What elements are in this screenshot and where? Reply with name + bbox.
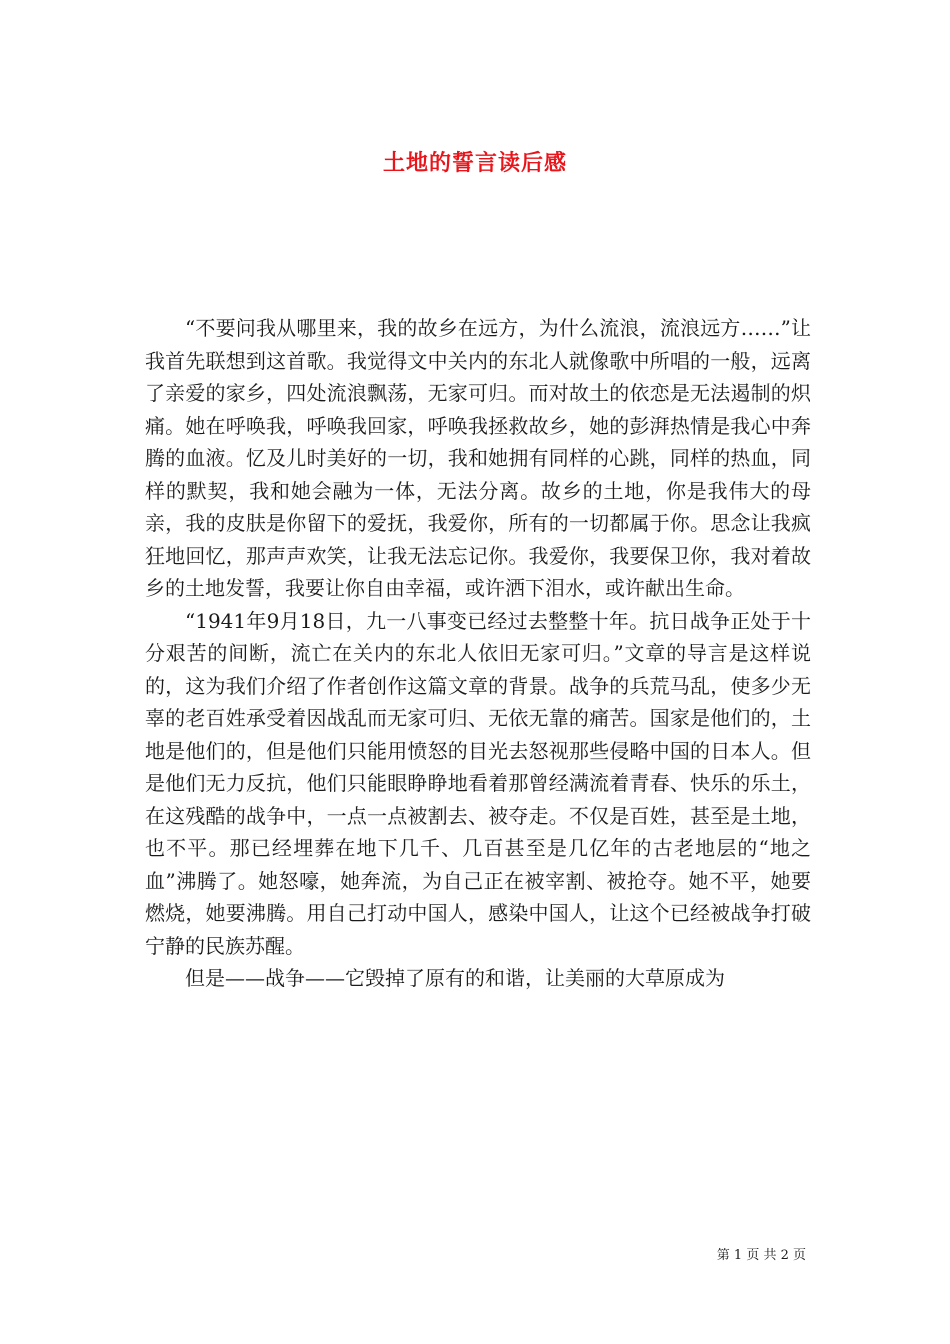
paragraph-1: “不要问我从哪里来，我的故乡在远方，为什么流浪，流浪远方……”让我首先联想到这首歌。我觉得文中关内的东北人就像歌中所唱的一般，远离了亲爱的家乡，四处流浪飘荡，无家可归。而对故土的依恋是无法遏制的炽痛。她在呼唤我，呼唤我回家，呼唤我拯救故乡，她的彭湃热情是我心中奔腾的血液。忆及儿时美好的一切，我和她拥有同样的心跳，同样的热血，同样的默契，我和她会融为一体，无法分离。故乡的土地，你是我伟大的母亲，我的皮肤是你留下的爱抚，我爱你，所有的一切都属于你。思念让我疯狂地回忆，那声声欢笑，让我无法忘记你。我爱你，我要保卫你，我对着故乡的土地发誓，我要让你自由幸福，或许洒下泪水，或许献出生命。 xyxy=(145,316,811,600)
paragraph-3: 但是——战争——它毁掉了原有的和谐，让美丽的大草原成为 xyxy=(185,966,725,990)
paragraph-2: “1941年9月18日，九一八事变已经过去整整十年。抗日战争正处于十分艰苦的间断，流亡在关内的东北人依旧无家可归。”文章的导言是这样说的，这为我们介绍了作者创作这篇文章的背景。战争的兵荒马乱，使多少无辜的老百姓承受着因战乱而无家可归、无依无靠的痛苦。国家是他们的，土地是他们的，但是他们只能用愤怒的目光去怒视那些侵略中国的日本人。但是他们无力反抗，他们只能眼睁睁地看着那曾经满流着青春、快乐的乐土，在这残酷的战争中，一点一点被割去、被夺走。不仅是百姓，甚至是土地，也不平。那已经埋葬在地下几千、几百甚至是几亿年的古老地层的“地之血”沸腾了。她怒嚎，她奔流，为自己正在被宰割、被抢夺。她不平，她要燃烧，她要沸腾。用自己打动中国人，感染中国人，让这个已经被战争打破宁静的民族苏醒。 xyxy=(145,608,811,958)
document-body xyxy=(145,312,811,995)
document-title: 土地的誓言读后感 xyxy=(382,149,567,176)
page-number-footer: 第 1 页 共 2 页 xyxy=(716,1248,806,1263)
